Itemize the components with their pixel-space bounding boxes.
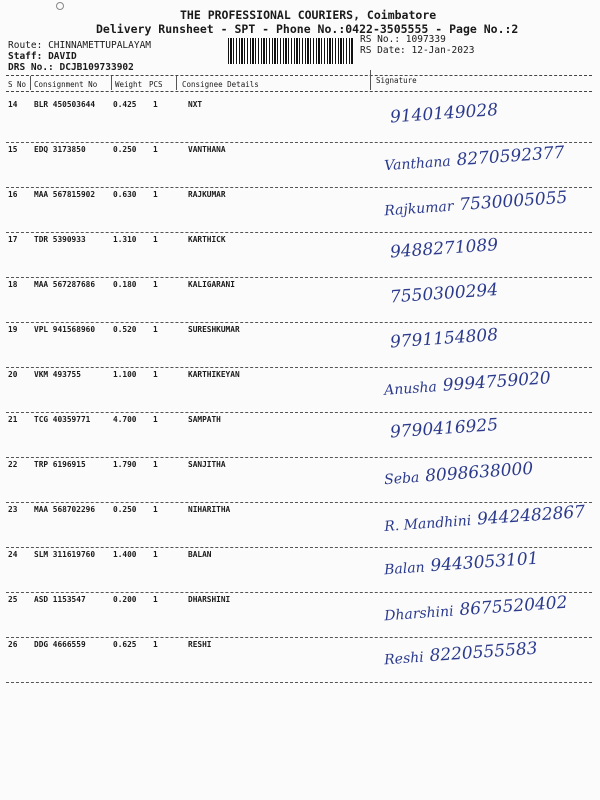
page-subtitle: Delivery Runsheet - SPT - Phone No.:0422-3505555 - Page No.:2 [96,22,519,36]
col-divider [111,76,112,90]
signature-phone: 9443053101 [429,548,540,577]
row-weight: 0.200 [113,595,137,604]
signature-phone: 9140149028 [389,100,499,128]
table-row [0,280,600,325]
rs-date-value: 12-Jan-2023 [411,45,475,56]
row-weight: 0.250 [113,145,137,154]
row-consignment-no: MAA 568702296 [34,505,96,514]
handwritten-signature [384,502,586,536]
row-consignment-no: SLM 311619760 [34,550,96,559]
row-pcs: 1 [153,550,158,559]
row-pcs: 1 [153,325,158,334]
row-consignment-no: DDG 4666559 [34,640,86,649]
row-consignee: DHARSHINI [188,595,231,604]
col-divider [176,76,177,90]
col-consignment: Consignment No [34,80,98,89]
handwritten-signature [384,188,568,221]
col-divider [30,76,31,90]
row-weight: 0.625 [113,640,137,649]
row-divider [6,412,592,413]
row-consignment-no: ASD 1153547 [34,595,86,604]
col-divider [370,70,371,90]
row-consignment-no: TDR 5390933 [34,235,86,244]
signature-name: Seba [383,469,420,489]
handwritten-signature [383,639,538,670]
row-pcs: 1 [153,235,158,244]
row-divider [6,367,592,368]
row-sno: 20 [8,370,18,379]
table-row [0,100,600,145]
header-bottom-rule [6,91,592,92]
signature-name: Balan [383,559,426,579]
row-divider [6,322,592,323]
row-pcs: 1 [153,145,158,154]
row-weight: 0.520 [113,325,137,334]
signature-phone: 8098638000 [424,458,534,487]
drs-value: DCJB109733902 [59,62,134,73]
row-weight: 1.400 [113,550,137,559]
col-signature: Signature [376,76,417,85]
table-row [0,502,600,550]
row-weight: 4.700 [113,415,137,424]
row-divider [6,592,592,593]
row-weight: 1.790 [113,460,137,469]
row-divider [6,232,592,233]
row-divider [6,637,592,638]
row-sno: 24 [8,550,18,559]
row-pcs: 1 [153,460,158,469]
row-sno: 25 [8,595,18,604]
signature-phone: 9994759020 [442,368,552,396]
signature-phone: 9488271089 [389,235,499,263]
row-consignment-no: VKM 493755 [34,370,81,379]
row-consignee: SANJITHA [188,460,226,469]
table-row [0,370,600,415]
row-consignment-no: BLR 450503644 [34,100,96,109]
col-weight: Weight [115,80,143,89]
signature-phone: 9791154808 [389,325,499,353]
drs-line [8,62,134,73]
row-pcs: 1 [153,190,158,199]
row-pcs: 1 [153,280,158,289]
row-weight: 0.180 [113,280,137,289]
route-line [8,40,151,51]
row-consignee: VANTHANA [188,145,226,154]
row-pcs: 1 [153,370,158,379]
row-pcs: 1 [153,595,158,604]
row-divider [6,277,592,278]
col-consignee: Consignee Details [182,80,259,89]
staff-value: DAVID [48,51,77,62]
handwritten-signature [384,593,569,626]
table-row [0,325,600,370]
row-consignment-no: MAA 567815902 [34,190,96,199]
row-consignee: RESHI [188,640,212,649]
row-divider [6,682,592,683]
page-title: THE PROFESSIONAL COURIERS, Coimbatore [180,8,437,22]
signature-phone: 7550300294 [389,280,499,308]
handwritten-signature [383,280,498,308]
row-consignee: NXT [188,100,203,109]
row-sno: 26 [8,640,18,649]
table-row [0,460,600,505]
staff-line [8,51,77,62]
row-divider [6,142,592,143]
row-divider [6,457,592,458]
rs-date-line [360,45,474,56]
row-consignee: KARTHIKEYAN [188,370,240,379]
col-sno: S No [8,80,27,89]
col-pcs: PCS [149,80,163,89]
row-consignment-no: VPL 941568960 [34,325,96,334]
staff-label: Staff: [8,51,43,62]
signature-phone: 9442482867 [476,502,586,530]
row-pcs: 1 [153,505,158,514]
handwritten-signature [383,235,498,263]
signature-name: Vanthana [383,153,452,175]
signature-name: Dharshini [383,603,455,625]
row-consignee: KARTHICK [188,235,226,244]
row-weight: 1.310 [113,235,137,244]
row-sno: 22 [8,460,18,469]
row-consignee: BALAN [188,550,212,559]
row-consignment-no: EDQ 3173850 [34,145,86,154]
route-value: CHINNAMETTUPALAYAM [48,40,152,51]
signature-phone: 8675520402 [458,592,569,621]
scan-mark [56,2,64,10]
handwritten-signature [383,325,498,353]
row-consignee: SAMPATH [188,415,221,424]
row-weight: 1.100 [113,370,137,379]
handwritten-signature [383,459,533,489]
row-sno: 14 [8,100,18,109]
row-weight: 0.250 [113,505,137,514]
rs-no-value: 1097339 [405,34,446,45]
row-weight: 0.425 [113,100,137,109]
signature-name: R. Mandhini [383,512,472,535]
row-consignment-no: MAA 567287686 [34,280,96,289]
row-sno: 18 [8,280,18,289]
barcode [228,38,354,64]
row-consignment-no: TRP 6196915 [34,460,86,469]
handwritten-signature [384,368,552,400]
drs-label: DRS No.: [8,62,54,73]
table-row [0,235,600,280]
signature-phone: 8220555583 [428,638,539,667]
row-pcs: 1 [153,640,158,649]
row-consignee: RAJKUMAR [188,190,226,199]
signature-name: Anusha [383,379,438,399]
handwritten-signature [383,549,539,580]
header-top-rule [6,75,592,76]
row-weight: 0.630 [113,190,137,199]
route-label: Route: [8,40,43,51]
signature-phone: 7530005055 [458,187,569,216]
row-consignee: SURESHKUMAR [188,325,240,334]
handwritten-signature [383,100,498,128]
table-row [0,415,600,460]
handwritten-signature [384,143,566,176]
row-divider [6,502,592,503]
signature-name: Reshi [383,649,425,669]
row-sno: 21 [8,415,18,424]
row-consignment-no: TCG 40359771 [34,415,91,424]
signature-name: Rajkumar [383,198,455,220]
table-row [0,550,600,595]
table-row [0,640,600,685]
rs-date-label: RS Date: [360,45,406,56]
row-sno: 15 [8,145,18,154]
row-consignee: KALIGARANI [188,280,235,289]
row-sno: 23 [8,505,18,514]
signature-phone: 9790416925 [389,415,499,443]
rs-no-label: RS No.: [360,34,401,45]
row-pcs: 1 [153,415,158,424]
row-sno: 16 [8,190,18,199]
rs-no-line [360,34,446,45]
row-divider [6,547,592,548]
table-row [0,187,600,235]
row-sno: 17 [8,235,18,244]
row-divider [6,187,592,188]
row-sno: 19 [8,325,18,334]
row-consignee: NIHARITHA [188,505,231,514]
row-pcs: 1 [153,100,158,109]
table-row [0,592,600,640]
signature-phone: 8270592377 [455,142,566,171]
table-row [0,142,600,190]
handwritten-signature [383,415,498,443]
